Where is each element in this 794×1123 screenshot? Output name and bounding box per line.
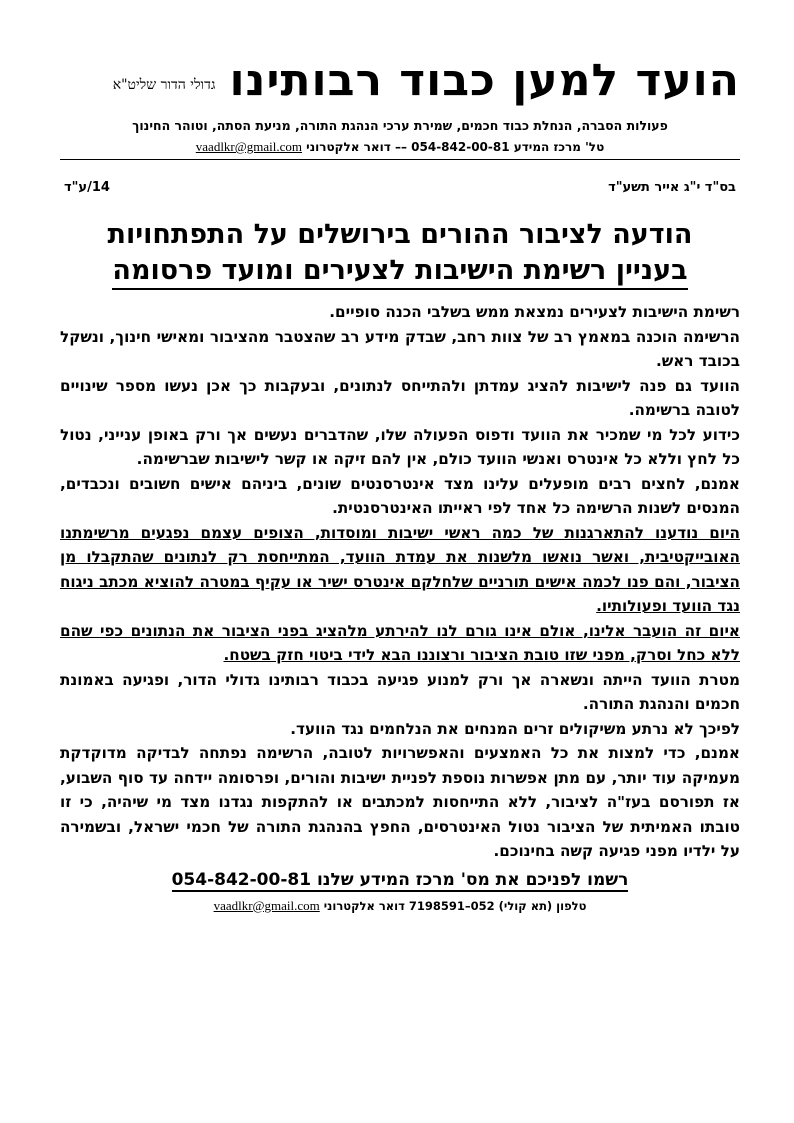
paragraph-4: כידוע לכל מי שמכיר את הוועד ודפוס הפעולה שלו, שהדברים נעשים אך ורק באופן ענייני, נטול כל לחץ וללא כל אינטרס ואנשי הוועד כולם, אין להם זיקה או קשר לישיבות שברשימה. bbox=[60, 425, 740, 468]
footer-contact bbox=[60, 898, 740, 914]
paragraph-1: רשימת הישיבות לצעירים נמצאת ממש בשלבי הכנה סופיים. bbox=[329, 303, 740, 321]
header-divider bbox=[60, 159, 740, 160]
footer-email-link[interactable]: vaadlkr@gmail.com bbox=[213, 897, 320, 913]
contact-text: טל' מרכז המידע 054-842-00-81 –– דואר אלקטרוני bbox=[306, 140, 605, 154]
hebrew-date: בס"ד י"ג אייר תשע"ד bbox=[608, 180, 736, 195]
activities-line: פעולות הסברה, הנחלת כבוד חכמים, שמירת ערכי הנהגת התורה, מניעת הסתה, וטוהר החינוך bbox=[132, 118, 668, 133]
paragraph-7-underlined: איום זה הועבר אלינו, אולם אינו גורם לנו להירתע מלהציג בפני הציבור את הנתונים כפי שהם ללא כחל וסרק, מפני שזו טובת הציבור ורצוננו הבא לידי ביטוי חזק בשטח. bbox=[60, 621, 740, 664]
paragraph-5: אמנם, לחצים רבים מופעלים עלינו מצד אינטרסנטים שונים, ביניהם אישים חשובים ונכבדים, המנסים לשנות הרשימה כל אחד לפי ראייתו האינטרסנטית. bbox=[60, 474, 740, 517]
headline bbox=[60, 217, 740, 290]
announcement-body bbox=[60, 300, 740, 864]
date-row bbox=[60, 180, 740, 195]
masthead bbox=[60, 50, 740, 112]
document-page bbox=[60, 50, 740, 914]
headline-line-1: הודעה לציבור ההורים בירושלים על התפתחויות bbox=[107, 219, 693, 250]
organization-name: הועד למען כבוד רבותינו bbox=[229, 55, 740, 106]
cta-line bbox=[172, 870, 629, 892]
cta-text: רשמו לפניכם את מס' מרכז המידע שלנו bbox=[316, 869, 629, 890]
document-reference: 14/ע"ד bbox=[64, 180, 110, 195]
paragraph-2: הרשימה הוכנה במאמץ רב של צוות רחב, שבדק מידע רב שהצטבר מהציבור ומאישי חינוך, ונשקל בכובד ראש. bbox=[60, 327, 740, 370]
paragraph-9: לפיכך לא נרתע משיקולים זרים המנחים את הנלחמים נגד הוועד. bbox=[290, 719, 740, 738]
header-email-link[interactable]: vaadlkr@gmail.com bbox=[195, 139, 302, 154]
cta-phone-number: 054-842-00-81 bbox=[171, 869, 312, 890]
paragraph-3: הוועד גם פנה לישיבות להציג עמדתן ולהתייחס לנתונים, ובעקבות כך אכן נעשו מספר שינויים לטובה ברשימה. bbox=[60, 376, 740, 419]
organization-subtitle: גדולי הדור שליט"א bbox=[112, 76, 216, 93]
paragraph-6-underlined: היום נודענו להתארגנות של כמה ראשי ישיבות ומוסדות, הצופים עצמם נפגעים מרשימתנו האובייקטיבית, ואשר נואשו מלשנות את עמדת הוועד, המתייחסת רק לנתונים שהתקבלו מן הציבור, והם פנו לכמה אישים תורניים שלחלקם אינטרס ישיר או עקיף במטרה להוציא מכתב ניגוח נגד הוועד ופעולותיו. bbox=[60, 523, 740, 615]
paragraph-10: אמנם, כדי למצות את כל האמצעים והאפשרויות לטובה, הרשימה נפתחה לבדיקה מדוקדקת מעמיקה עוד יותר, עם מתן אפשרות נוספת לפניית ישיבות והורים, ופרסומה יידחה עד סוף השבוע, אז תפורסם בעז"ה לציבור, ללא התייחסות למכתבים או להתקפות נגדנו מצד מי שיהיה, כי זו טובתו האמיתית של הציבור נטול האינטרסים, החפץ בהנהגת התורה של חכמי ישראל, ובשמירה על ילדיו מפני פגיעה קשה בחינוכם. bbox=[60, 744, 740, 860]
footer-text: טלפון (תא קולי) 052–7198591 דואר אלקטרוני bbox=[323, 898, 587, 913]
call-to-action bbox=[60, 870, 740, 890]
contact-line bbox=[60, 139, 740, 155]
paragraph-8: מטרת הוועד הייתה ונשארה אך ורק למנוע פגיעה בכבוד רבותינו גדולי הדור, ופגיעה באמונת חכמים והנהגת התורה. bbox=[60, 670, 740, 713]
headline-line-2: בעניין רשימת הישיבות לצעירים ומועד פרסומה bbox=[112, 254, 687, 290]
